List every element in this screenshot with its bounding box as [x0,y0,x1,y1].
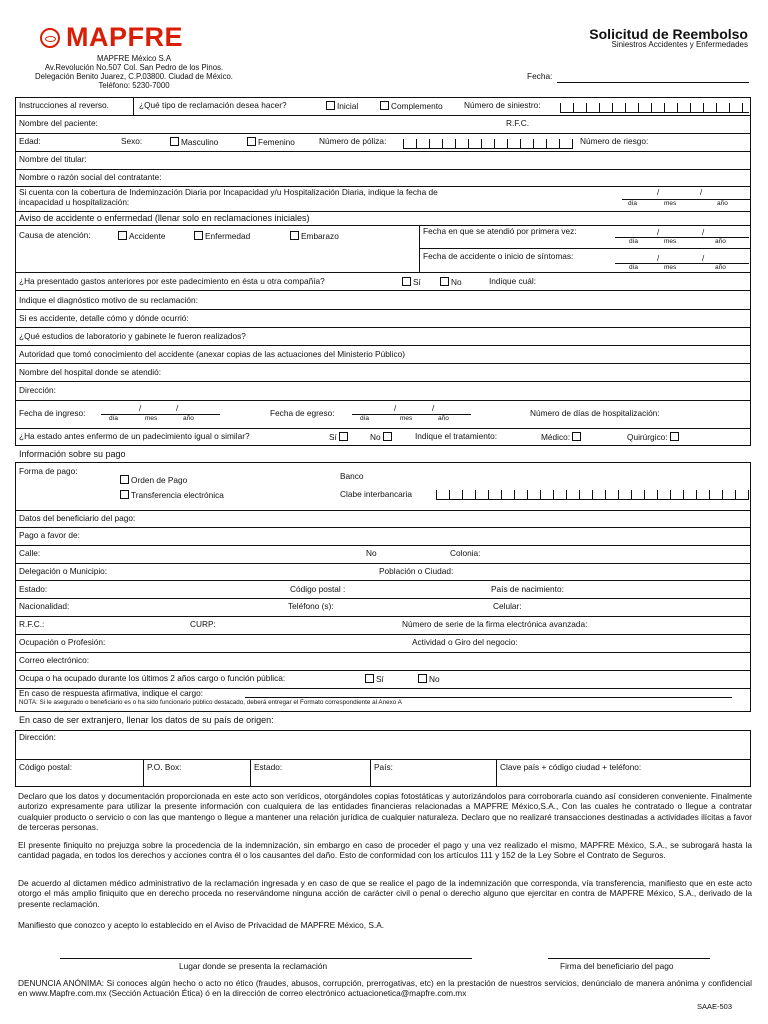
checkbox-icon[interactable] [120,490,129,499]
esignature-serial-label: Número de serie de la firma electrónica avanzada: [402,619,588,629]
place-caption: Lugar donde se presenta la reclamación [179,961,328,971]
brand-name: MAPFRE [66,22,183,52]
public-office-yes[interactable] [365,674,384,685]
option-label: Sí [329,432,337,442]
date-separator: / [394,404,397,413]
street-label: Calle: [19,548,41,558]
payment-order-option[interactable] [120,475,187,486]
instructions-note: Instrucciones al reverso. [19,100,109,110]
checkbox-icon[interactable] [118,231,127,240]
date-separator: / [139,404,142,413]
admission-date-field[interactable] [101,404,220,426]
clabe-label: Clabe interbancaria [340,489,412,499]
previous-expenses-no[interactable] [440,277,462,288]
mobile-label: Celular: [493,601,522,611]
claim-type-initial[interactable] [326,101,358,112]
lab-studies-label: ¿Qué estudios de laboratorio y gabinete le fueron realizados? [19,331,246,341]
checkbox-icon[interactable] [365,674,374,683]
patient-name-label: Nombre del paciente: [19,118,98,128]
contractor-name-label: Nombre o razón social del contratante: [19,172,162,182]
business-activity-label: Actividad o Giro del negocio: [412,637,518,647]
signature-input-line[interactable] [548,958,710,959]
discharge-date-label: Fecha de egreso: [270,408,335,418]
transfer-settlement-paragraph: De acuerdo al dictamen médico administrativo de la reclamación ingresada y en caso de que se realice el pago de la indemnización que corresponda, vía transferencia, manifiesto que en este acto otorgo el más amplio finiquito que en derecho proceda no reservándome ninguna acción de carácter civil o penal o derecho alguno que ejercitar en contra de MAPFRE México, S.A., derivado de la presente reclamación. [18,878,752,909]
month-caption: mes [145,415,158,422]
bank-label: Banco [340,471,364,481]
holder-name-label: Nombre del titular: [19,154,87,164]
date-separator: / [702,228,705,237]
incapacity-date-field[interactable] [622,187,750,211]
previous-illness-question: ¿Ha estado antes enfermo de un padecimiento igual o similar? [19,431,250,441]
form-title: Solicitud de Reembolso [589,26,748,42]
declaration-paragraph: Declaro que los datos y documentación proporcionada en este acto son verídicos, otorgándoles copias fotostáticas y autorizándolos para corroborarla cuando así consideren conveniente. Finalmente autorizo expresamente para utilizar la presente información con cualquiera de las entidades financieras relacionadas a MAPFRE México,S.A., Con las cuales he contratado o llegue a contratar cualquier producto o servicio o con las que mantengo o llegue a mantener una relación jurídica de cualquier naturaleza. Declaro que no realizaré transacciones destinadas a actividades ilícitas a favor de terceras personas. [18,791,752,832]
option-label: Enfermedad [205,231,251,241]
public-office-question: Ocupa o ha ocupado durante los últimos 2 años cargo o función pública: [19,673,286,683]
policy-number-input[interactable] [403,139,573,149]
phone-label: Teléfono (s): [288,601,334,611]
privacy-acceptance-paragraph: Manifiesto que conozco y acepto lo establecido en el Aviso de Privacidad de MAPFRE México, S.A. [18,920,385,930]
indemnity-line: incapacidad u hospitalización: [19,196,130,207]
year-caption: año [183,415,194,422]
previous-expenses-question: ¿Ha presentado gastos anteriores por este padecimiento en ésta u otra compañía? [19,276,325,286]
day-caption: día [109,415,119,422]
checkbox-icon[interactable] [247,137,256,146]
diagnosis-label: Indique el diagnóstico motivo de su reclamación: [19,295,198,305]
checkbox-icon[interactable] [383,432,392,441]
checkbox-icon[interactable] [326,101,335,110]
day-caption: día [628,200,638,207]
checkbox-icon[interactable] [402,277,411,286]
option-label: Sí [413,277,421,287]
place-input-line[interactable] [60,958,472,959]
treatment-surgical-option[interactable] [627,432,681,443]
option-label: Complemento [391,101,443,111]
hospital-days-label: Número de días de hospitalización: [530,408,660,418]
date-separator: / [432,404,435,413]
option-label: Inicial [337,101,359,111]
year-caption: año [717,200,728,207]
municipality-label: Delegación o Municipio: [19,566,108,576]
option-label: Médico: [541,432,571,442]
year-caption: año [715,264,726,271]
address-line: Av.Revolución No.507 Col. San Pedro de los Pinos. [44,63,224,73]
postal-code-label: Código postal : [290,584,346,594]
claim-number-label: Número de siniestro: [464,100,541,110]
date-separator: / [176,404,179,413]
company-address [24,54,244,90]
street-number-label: No [366,548,377,558]
admission-date-label: Fecha de ingreso: [19,408,86,418]
checkbox-icon[interactable] [120,475,129,484]
curp-label: CURP: [190,619,216,629]
form-code: SAAE-503 [697,1002,733,1011]
option-label: Transferencia electrónica [131,490,224,500]
payment-method-label: Forma de pago: [19,466,78,476]
first-attention-date-label: Fecha en que se atendió por primera vez: [423,226,577,236]
signature-caption: Firma del beneficiario del pago [560,961,674,971]
option-label: No [370,432,381,442]
indemnity-line: Si cuenta con la cobertura de Indeminzación Diaria por Incapacidad y/u Hospitalización Diaria, indique la fecha de [19,187,438,197]
company-name: MAPFRE México S.A [96,54,172,63]
beneficiary-rfc-label: R.F.C.: [19,619,45,629]
public-office-no[interactable] [418,674,440,685]
payment-info-heading: Información sobre su pago [19,449,126,459]
treatment-label: Indique el tratamiento: [415,431,498,441]
daily-indemnity-label [19,188,438,207]
option-label: Femenino [258,137,295,147]
cause-label: Causa de atención: [19,230,91,240]
checkbox-icon[interactable] [170,137,179,146]
date-label: Fecha: [527,71,553,81]
previous-illness-yes[interactable] [329,432,350,443]
address-line: Delegación Benito Juarez, C.P.03800. Ciudad de México. [35,72,233,82]
month-caption: mes [664,264,677,271]
checkbox-icon[interactable] [380,101,389,110]
settlement-paragraph: El presente finiquito no prejuzga sobre la procedencia de la indemnización, sin embargo en caso de proceder el pago y una vez realizado el mismo, MAPFRE México, S.A., se subrogará hasta la cantidad pagada, en todos los derechos y acciones contra él o los causantes del daño. Esto de conformidad con los artículos 111 y 152 de la Ley Sobre el Contrato de Seguros. [18,840,752,861]
clabe-input[interactable] [436,490,749,500]
pay-to-label: Pago a favor de: [19,530,80,540]
occupation-label: Ocupación o Profesión: [19,637,106,647]
month-caption: mes [664,200,677,207]
checkbox-icon[interactable] [418,674,427,683]
hospital-name-label: Nombre del hospital donde se atendió: [19,367,162,377]
previous-expenses-yes[interactable] [402,277,421,288]
treatment-medical-option[interactable] [541,432,583,443]
email-label: Correo electrónico: [19,655,90,665]
neighborhood-label: Colonia: [450,548,481,558]
age-label: Edad: [19,136,41,146]
checkbox-icon[interactable] [194,231,203,240]
office-position-input-line[interactable] [245,697,732,698]
office-position-label: En caso de respuesta afirmativa, indique el cargo: [19,688,204,698]
option-label: Embarazo [301,231,339,241]
cause-accident-option[interactable] [118,231,165,242]
date-separator: / [657,228,660,237]
option-label: Masculino [181,137,219,147]
date-separator: / [702,254,705,263]
first-attention-date-field[interactable] [615,228,749,248]
state-label: Estado: [19,584,48,594]
date-separator: / [657,188,660,197]
payment-transfer-option[interactable] [120,490,224,501]
option-label: Orden de Pago [131,475,188,485]
hospital-address-label: Dirección: [19,385,56,395]
date-separator: / [700,188,703,197]
policy-number-label: Número de póliza: [319,136,387,146]
authority-label: Autoridad que tomó conocimiento del accidente (anexar copias de las actuaciones del Ministerio Público) [19,349,406,359]
day-caption: día [629,264,639,271]
form-subtitle: Siniestros Accidentes y Enfermedades [611,40,748,49]
beneficiary-data-label: Datos del beneficiario del pago: [19,513,136,523]
checkbox-icon[interactable] [440,277,449,286]
mapfre-emblem-icon [40,28,60,48]
year-caption: año [715,238,726,245]
cause-pregnancy-option[interactable] [290,231,339,242]
accident-notice-heading: Aviso de accidente o enfermedad (llenar solo en reclamaciones iniciales) [19,213,310,223]
option-label: Sí [376,674,384,684]
claim-number-input[interactable] [560,103,749,113]
sex-male-option[interactable] [170,137,218,148]
claim-type-question: ¿Qué tipo de reclamación desea hacer? [139,100,287,110]
sex-female-option[interactable] [247,137,295,148]
foreign-state-label: Estado: [254,762,283,772]
anonymous-report-notice: DENUNCIA ANÓNIMA: Si conoces algún hecho o acto no ético (fraudes, abusos, corrupción, prerrogativas, etc) en la prestación de nuestros servicios, denúncialo de manera anónima y confidencial en www.Mapfre.com.mx (Sección Actuación Ética) ó en la dirección de correo electrónico actuacionetica@mapfre.com.mx [18,978,752,999]
option-label: Quirúrgico: [627,432,668,442]
phone-line: Teléfono: 5230-7000 [98,81,170,91]
cause-illness-option[interactable] [194,231,250,242]
checkbox-icon[interactable] [339,432,348,441]
risk-number-label: Número de riesgo: [580,136,649,146]
po-box-label: P.O. Box: [147,762,182,772]
mapfre-logo [40,24,183,51]
month-caption: mes [664,238,677,245]
birth-country-label: País de nacimiento: [491,584,564,594]
checkbox-icon[interactable] [290,231,299,240]
accident-detail-label: Si es accidente, detalle cómo y dónde ocurrió: [19,313,189,323]
public-official-note: NOTA: Si le asegurado o beneficiario es o ha sido funcionario público destacado, deberá entregar el Formato correspondiente al Anexo A [19,699,402,706]
date-input-line[interactable] [557,82,749,83]
foreign-heading: En caso de ser extranjero, llenar los datos de su país de origen: [19,715,274,725]
option-label: No [451,277,462,287]
month-caption: mes [400,415,413,422]
date-separator: / [657,254,660,263]
claim-type-complement[interactable] [380,101,443,112]
option-label: No [429,674,440,684]
day-caption: día [360,415,370,422]
patient-rfc-label: R.F.C. [506,118,530,128]
option-label: Accidente [129,231,166,241]
discharge-date-field[interactable] [352,404,471,426]
foreign-country-label: País: [374,762,393,772]
sex-label: Sexo: [121,136,143,146]
city-label: Población o Ciudad: [379,566,454,576]
foreign-postal-code-label: Código postal: [19,762,73,772]
checkbox-icon[interactable] [670,432,679,441]
symptom-onset-date-label: Fecha de accidente o inicio de síntomas: [423,251,574,261]
symptom-onset-date-field[interactable] [615,254,749,272]
previous-illness-no[interactable] [370,432,394,443]
foreign-address-label: Dirección: [19,732,56,742]
day-caption: día [629,238,639,245]
which-company-label: Indique cuál: [489,276,537,286]
checkbox-icon[interactable] [572,432,581,441]
nationality-label: Nacionalidad: [19,601,70,611]
foreign-phone-label: Clave país + código ciudad + teléfono: [500,762,642,772]
year-caption: año [438,415,449,422]
